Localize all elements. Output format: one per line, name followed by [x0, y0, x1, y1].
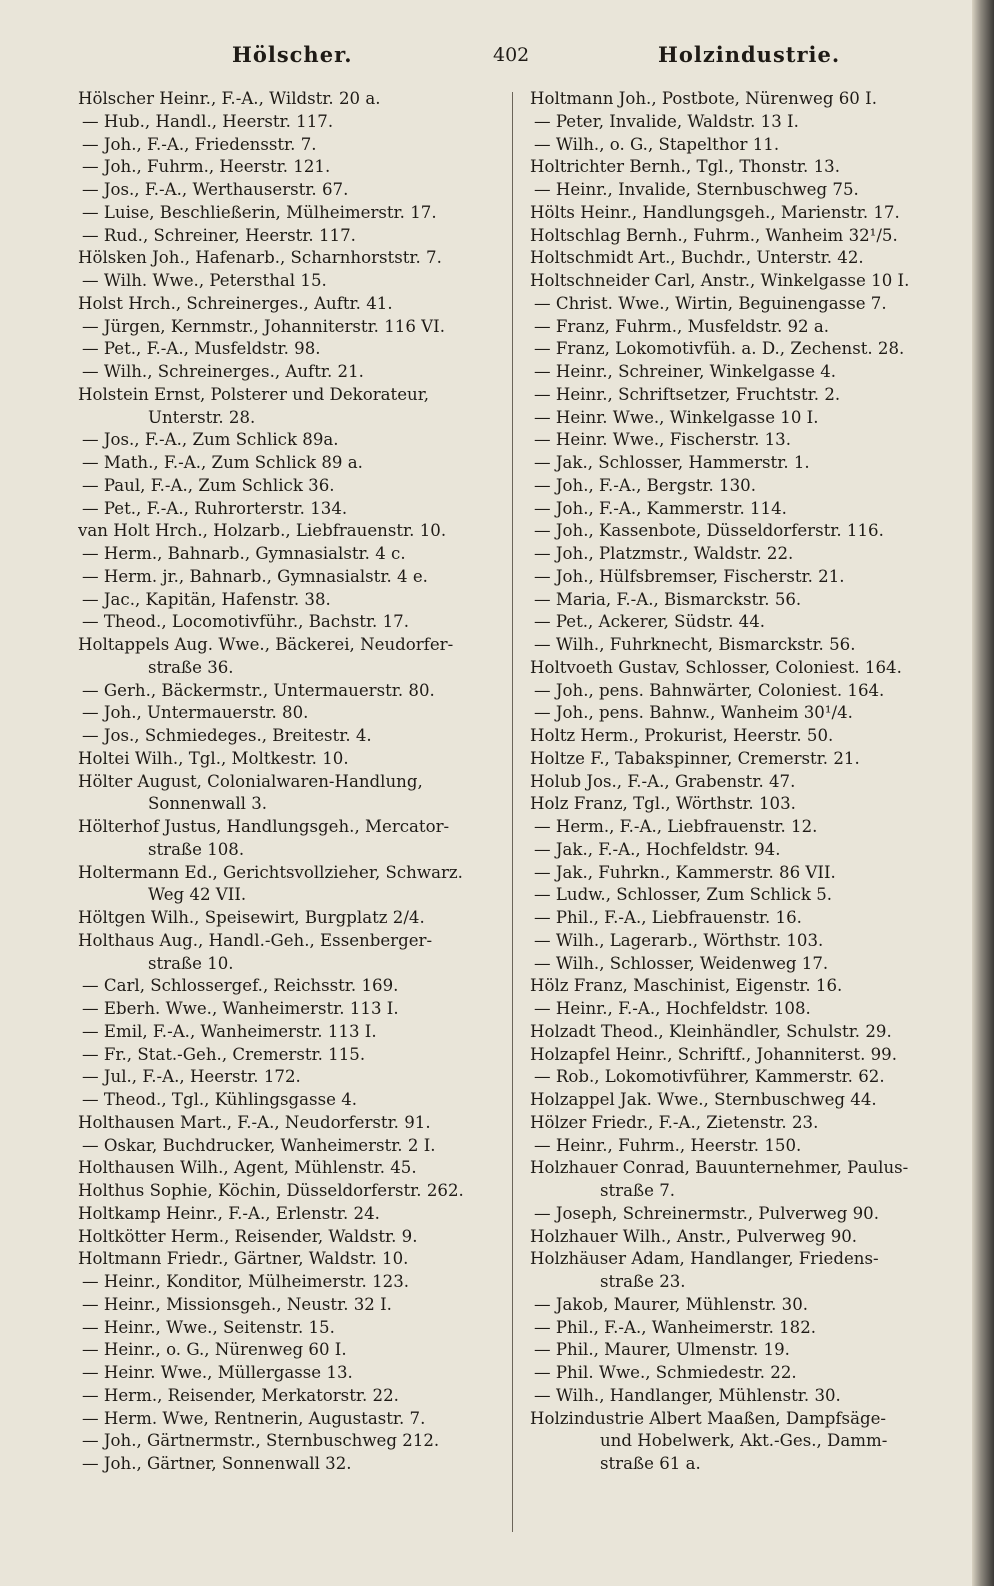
directory-entry: — Joh., Gärtnermstr., Sternbuschweg 212.	[82, 1431, 440, 1451]
directory-entry: Holtvoeth Gustav, Schlosser, Coloniest. 164.	[530, 657, 902, 677]
directory-entry: Holthus Sophie, Köchin, Düsseldorferstr. 262.	[78, 1181, 464, 1200]
directory-entry: — Pet., F.-A., Ruhrorterstr. 134.	[82, 498, 348, 518]
directory-entry: — Joh., pens. Bahnw., Wanheim 30¹/4.	[534, 703, 853, 723]
directory-entry: — Wilh., Lagerarb., Wörthstr. 103.	[534, 930, 824, 950]
directory-entry: — Theod., Locomotivführ., Bachstr. 17.	[82, 612, 409, 632]
directory-entry: — Herm., Bahnarb., Gymnasialstr. 4 c.	[82, 544, 406, 563]
directory-entry: — Joh., F.-A., Friedensstr. 7.	[82, 134, 317, 154]
directory-entry: — Heinr., Fuhrm., Heerstr. 150.	[534, 1135, 802, 1155]
directory-entry: — Hub., Handl., Heerstr. 117.	[82, 111, 334, 131]
directory-entry: — Phil., F.-A., Wanheimerstr. 182.	[534, 1317, 817, 1337]
directory-entry: — Pet., F.-A., Musfeldstr. 98.	[82, 339, 321, 359]
directory-entry: — Herm. Wwe, Rentnerin, Augustastr. 7.	[82, 1408, 426, 1428]
directory-entry: — Jak., Fuhrkn., Kammerstr. 86 VII.	[534, 862, 836, 882]
directory-entry: Holtschmidt Art., Buchdr., Unterstr. 42.	[530, 248, 864, 268]
directory-entry: Hölscher Heinr., F.-A., Wildstr. 20 a.	[78, 89, 381, 108]
directory-entry: Holtermann Ed., Gerichtsvollzieher, Schwarz.	[78, 862, 463, 882]
directory-entry: Hölz Franz, Maschinist, Eigenstr. 16.	[530, 976, 843, 996]
directory-entry: Holtmann Friedr., Gärtner, Waldstr. 10.	[78, 1249, 409, 1269]
directory-entry: — Jos., F.-A., Zum Schlick 89a.	[82, 430, 339, 450]
page-header	[0, 42, 994, 76]
directory-entry: — Joh., Kassenbote, Düsseldorferstr. 116.	[534, 521, 884, 541]
header-left-keyword: Hölscher.	[232, 42, 353, 67]
directory-entry: — Heinr., Schriftsetzer, Fruchtstr. 2.	[534, 384, 841, 404]
directory-entry: — Jul., F.-A., Heerstr. 172.	[82, 1067, 301, 1087]
directory-entry: — Heinr., Schreiner, Winkelgasse 4.	[534, 362, 837, 381]
right-column	[530, 88, 962, 1476]
directory-entry: Holtei Wilh., Tgl., Moltkestr. 10.	[78, 748, 349, 768]
directory-entry: — Herm. jr., Bahnarb., Gymnasialstr. 4 e.	[82, 566, 428, 586]
directory-entry: — Luise, Beschließerin, Mülheimerstr. 17.	[82, 202, 437, 222]
directory-entry: — Heinr. Wwe., Winkelgasse 10 I.	[534, 407, 819, 427]
directory-entry-continuation: Sonnenwall 3.	[148, 794, 268, 814]
directory-entry: — Math., F.-A., Zum Schlick 89 a.	[82, 453, 363, 472]
directory-entry: — Phil., F.-A., Liebfrauenstr. 16.	[534, 908, 802, 927]
directory-entry: — Jak., Schlosser, Hammerstr. 1.	[534, 453, 810, 472]
directory-entry: Holzapfel Heinr., Schriftf., Johanniterst. 99.	[530, 1044, 898, 1064]
directory-entry-continuation: straße 108.	[148, 839, 245, 859]
directory-entry: — Heinr., Konditor, Mülheimerstr. 123.	[82, 1272, 410, 1291]
directory-entry: — Joh., Platzmstr., Waldstr. 22.	[534, 544, 794, 563]
directory-entry: Holzhäuser Adam, Handlanger, Friedens-	[530, 1249, 879, 1269]
directory-entry: Holtkötter Herm., Reisender, Waldstr. 9.	[78, 1226, 418, 1246]
directory-entry: Holtmann Joh., Postbote, Nürenweg 60 I.	[530, 89, 877, 108]
directory-entry: Holtschneider Carl, Anstr., Winkelgasse 10 I.	[530, 271, 910, 290]
directory-entry: — Emil, F.-A., Wanheimerstr. 113 I.	[82, 1021, 377, 1041]
directory-entry: — Franz, Fuhrm., Musfeldstr. 92 a.	[534, 316, 830, 336]
directory-entry: — Joh., Hülfsbremser, Fischerstr. 21.	[534, 566, 845, 586]
directory-entry: — Heinr., F.-A., Hochfeldstr. 108.	[534, 999, 811, 1018]
directory-entry: Holtappels Aug. Wwe., Bäckerei, Neudorfer-	[78, 635, 454, 654]
directory-entry: Holthausen Wilh., Agent, Mühlenstr. 45.	[78, 1158, 417, 1178]
directory-entry-continuation: straße 10.	[148, 953, 234, 973]
directory-entry: Holtz Herm., Prokurist, Heerstr. 50.	[530, 726, 834, 745]
directory-entry: — Joh., F.-A., Kammerstr. 114.	[534, 498, 787, 518]
directory-entry: — Jos., F.-A., Werthauserstr. 67.	[82, 180, 349, 199]
directory-entry: — Wilh. Wwe., Petersthal 15.	[82, 271, 327, 290]
directory-entry: — Franz, Lokomotivfüh. a. D., Zechenst. 28.	[534, 339, 905, 359]
directory-entry: Hölterhof Justus, Handlungsgeh., Mercator-	[78, 817, 450, 836]
header-right-keyword: Holzindustrie.	[658, 42, 841, 67]
directory-entry: Holst Hrch., Schreinerges., Auftr. 41.	[78, 293, 393, 313]
directory-entry: Holzappel Jak. Wwe., Sternbuschweg 44.	[530, 1090, 877, 1109]
directory-entry: — Carl, Schlossergef., Reichsstr. 169.	[82, 976, 399, 996]
directory-entry: — Joh., Untermauerstr. 80.	[82, 703, 309, 723]
directory-entry: van Holt Hrch., Holzarb., Liebfrauenstr. 10.	[78, 521, 447, 541]
directory-entry: — Christ. Wwe., Wirtin, Beguinengasse 7.	[534, 293, 887, 313]
directory-entry-continuation: und Hobelwerk, Akt.-Ges., Damm-	[600, 1431, 888, 1451]
directory-entry: — Jürgen, Kernmstr., Johanniterstr. 116 VI.	[82, 316, 445, 336]
directory-entry-continuation: Weg 42 VII.	[148, 885, 247, 905]
directory-entry: Höltgen Wilh., Speisewirt, Burgplatz 2/4.	[78, 908, 425, 927]
directory-entry: — Jos., Schmiedeges., Breitestr. 4.	[82, 726, 372, 745]
page-number: 402	[493, 44, 530, 66]
directory-entry: — Pet., Ackerer, Südstr. 44.	[534, 612, 766, 632]
directory-entry: — Heinr., o. G., Nürenweg 60 I.	[82, 1340, 347, 1360]
directory-entry: — Jac., Kapitän, Hafenstr. 38.	[82, 589, 331, 609]
directory-entry: — Wilh., Schlosser, Weidenweg 17.	[534, 953, 829, 973]
directory-entry: — Phil., Maurer, Ulmenstr. 19.	[534, 1340, 790, 1360]
directory-entry: — Phil. Wwe., Schmiedestr. 22.	[534, 1363, 797, 1382]
directory-entry: Hölzer Friedr., F.-A., Zietenstr. 23.	[530, 1112, 819, 1132]
directory-entry: — Wilh., o. G., Stapelthor 11.	[534, 134, 780, 154]
directory-entry: — Heinr., Invalide, Sternbuschweg 75.	[534, 180, 859, 199]
directory-entry: — Joh., F.-A., Bergstr. 130.	[534, 475, 756, 495]
directory-entry-continuation: straße 23.	[600, 1272, 686, 1291]
directory-entry: Hölter August, Colonialwaren-Handlung,	[78, 771, 423, 791]
directory-entry: Holtrichter Bernh., Tgl., Thonstr. 13.	[530, 157, 840, 177]
directory-entry-continuation: straße 7.	[600, 1181, 676, 1200]
page-edge-shadow	[972, 0, 994, 1586]
directory-entry: — Paul, F.-A., Zum Schlick 36.	[82, 475, 335, 495]
directory-entry-continuation: Unterstr. 28.	[148, 407, 256, 427]
directory-entry: Holzindustrie Albert Maaßen, Dampfsäge-	[530, 1408, 887, 1428]
directory-entry: — Ludw., Schlosser, Zum Schlick 5.	[534, 885, 833, 905]
directory-entry: — Joh., Fuhrm., Heerstr. 121.	[82, 157, 331, 177]
directory-entry: Holtkamp Heinr., F.-A., Erlenstr. 24.	[78, 1203, 380, 1223]
directory-entry: — Herm., F.-A., Liebfrauenstr. 12.	[534, 817, 818, 836]
directory-entry: Holzhauer Wilh., Anstr., Pulverweg 90.	[530, 1226, 858, 1246]
directory-entry: — Wilh., Fuhrknecht, Bismarckstr. 56.	[534, 635, 856, 654]
directory-entry: — Heinr. Wwe., Fischerstr. 13.	[534, 430, 792, 450]
directory-entry: Hölts Heinr., Handlungsgeh., Marienstr. 17.	[530, 202, 900, 222]
directory-entry: — Joh., pens. Bahnwärter, Coloniest. 164.	[534, 680, 885, 700]
left-column	[78, 88, 498, 1476]
directory-entry: — Eberh. Wwe., Wanheimerstr. 113 I.	[82, 999, 399, 1018]
directory-entry: Holthaus Aug., Handl.-Geh., Essenberger-	[78, 930, 433, 950]
directory-entry: — Jakob, Maurer, Mühlenstr. 30.	[534, 1294, 809, 1314]
directory-entry: — Rud., Schreiner, Heerstr. 117.	[82, 225, 356, 245]
directory-entry: — Jak., F.-A., Hochfeldstr. 94.	[534, 839, 781, 859]
directory-entry: — Wilh., Schreinerges., Auftr. 21.	[82, 362, 364, 381]
directory-entry: — Theod., Tgl., Kühlingsgasse 4.	[82, 1090, 358, 1109]
directory-entry: — Peter, Invalide, Waldstr. 13 I.	[534, 111, 799, 131]
directory-entry: Holz Franz, Tgl., Wörthstr. 103.	[530, 794, 796, 814]
directory-entry: — Heinr., Wwe., Seitenstr. 15.	[82, 1317, 335, 1337]
directory-entry: Holzhauer Conrad, Bauunternehmer, Paulus-	[530, 1158, 909, 1178]
directory-entry: — Herm., Reisender, Merkatorstr. 22.	[82, 1385, 399, 1405]
directory-entry: — Heinr. Wwe., Müllergasse 13.	[82, 1363, 353, 1382]
directory-entry-continuation: straße 61 a.	[600, 1454, 701, 1473]
directory-entry: Hölsken Joh., Hafenarb., Scharnhorststr. 7.	[78, 248, 442, 268]
directory-entry: — Rob., Lokomotivführer, Kammerstr. 62.	[534, 1067, 885, 1087]
directory-entry: Holub Jos., F.-A., Grabenstr. 47.	[530, 771, 796, 791]
directory-entry: — Joseph, Schreinermstr., Pulverweg 90.	[534, 1203, 880, 1223]
directory-entry: — Wilh., Handlanger, Mühlenstr. 30.	[534, 1385, 841, 1405]
directory-entry-continuation: straße 36.	[148, 657, 234, 677]
directory-entry: — Heinr., Missionsgeh., Neustr. 32 I.	[82, 1294, 392, 1314]
directory-entry: Holtze F., Tabakspinner, Cremerstr. 21.	[530, 748, 860, 768]
directory-entry: Holzadt Theod., Kleinhändler, Schulstr. 29.	[530, 1021, 892, 1041]
directory-entry: — Oskar, Buchdrucker, Wanheimerstr. 2 I.	[82, 1135, 436, 1155]
column-divider	[512, 92, 513, 1532]
directory-entry: — Joh., Gärtner, Sonnenwall 32.	[82, 1454, 352, 1473]
directory-entry: — Maria, F.-A., Bismarckstr. 56.	[534, 589, 802, 609]
directory-entry: Holtschlag Bernh., Fuhrm., Wanheim 32¹/5.	[530, 225, 898, 245]
directory-entry: Holthausen Mart., F.-A., Neudorferstr. 91.	[78, 1112, 431, 1132]
directory-entry: — Gerh., Bäckermstr., Untermauerstr. 80.	[82, 680, 435, 700]
directory-entry: Holstein Ernst, Polsterer und Dekorateur,	[78, 384, 430, 404]
directory-entry: — Fr., Stat.-Geh., Cremerstr. 115.	[82, 1044, 366, 1064]
